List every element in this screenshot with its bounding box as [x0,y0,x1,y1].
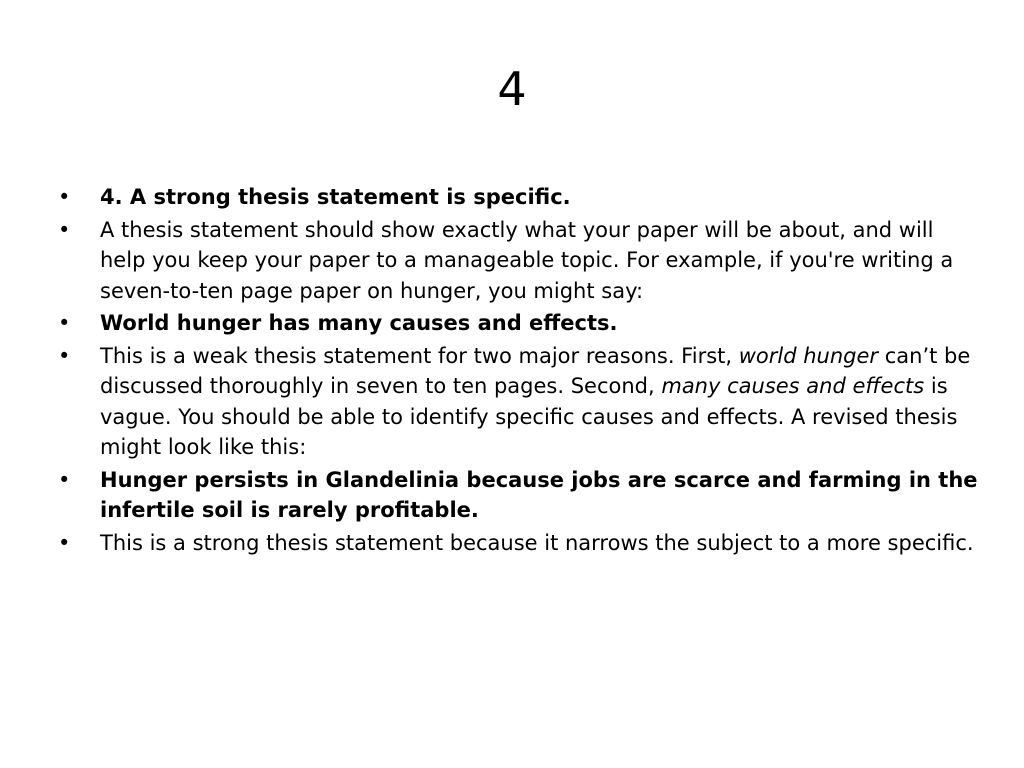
bullet-dot-icon: • [58,311,71,335]
bullet-text: A thesis statement should show exactly what your paper will be about, and will help you keep your paper to a manageable topic. For example, if you're writing a seven-to-ten page paper on hunger, you might say: [100,217,954,303]
bullet-text-emphasis: many causes and effects [661,374,925,398]
bullet-dot-icon: • [58,343,71,368]
bullet-item-2 [58,215,978,307]
bullet-text: World hunger has many causes and effects. [100,311,618,335]
bullet-item-5 [58,465,978,526]
bullet-item-4 [58,341,978,463]
bullet-text-part: can’t be discussed thoroughly in seven to ten pages. Second, [100,343,971,398]
bullet-item-1 [58,182,978,213]
bullet-dot-icon: • [58,530,71,555]
bullet-list [58,182,978,560]
bullet-text: This is a strong thesis statement because it narrows the subject to a more specific. [100,530,974,555]
bullet-dot-icon: • [58,217,71,242]
bullet-text: 4. A strong thesis statement is specific. [100,185,571,209]
bullet-text-part: This is a weak thesis statement for two major reasons. First, [100,343,739,368]
bullet-text-emphasis: world hunger [738,343,879,368]
bullet-item-3 [58,308,978,339]
slide-title: 4 [497,62,527,116]
bullet-dot-icon: • [58,185,71,209]
bullet-text-part: is vague. You should be able to identify specific causes and effects. A revised thesis might look like this: [100,374,958,459]
bullet-dot-icon: • [58,467,71,492]
bullet-item-6 [58,528,978,559]
bullet-text: Hunger persists in Glandelinia because jobs are scarce and farming in the infertile soil is rarely profitable. [100,467,978,522]
